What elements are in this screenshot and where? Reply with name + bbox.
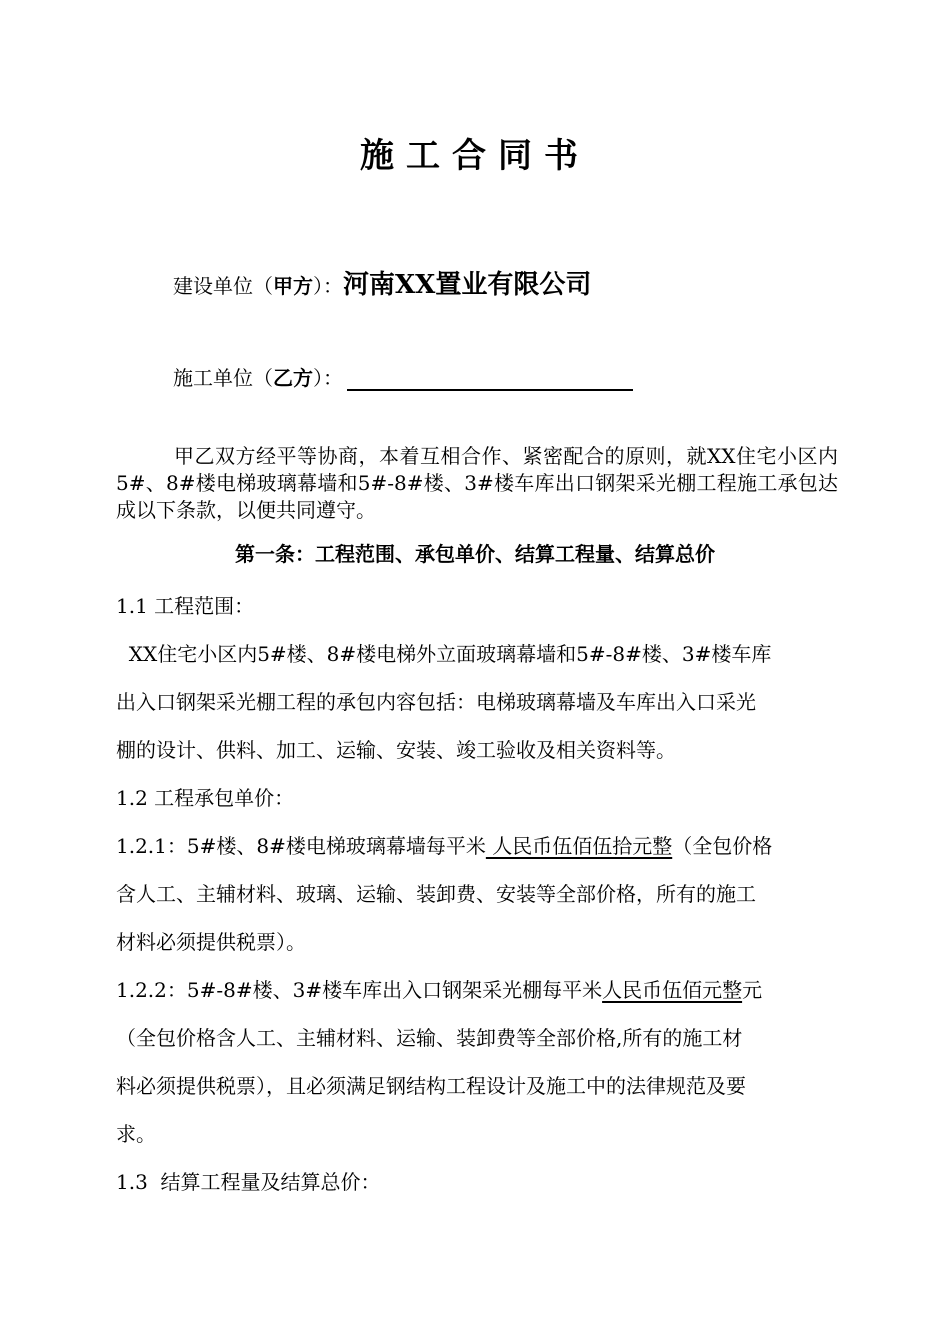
section-1-2-1-prefix: 1.2.1：5#楼、8#楼电梯玻璃幕墙每平米: [116, 834, 486, 858]
section-1-3-heading: 1.3 结算工程量及结算总价：: [116, 1170, 381, 1194]
section-1-1-line: 出入口钢架采光棚工程的承包内容包括：电梯玻璃幕墙及车库出入口采光: [116, 690, 756, 714]
section-1-2-1-price: 人民币伍佰伍拾元整: [485, 834, 673, 858]
party-a-colon: ）：: [313, 274, 343, 298]
party-a-line: [173, 264, 591, 301]
party-b-label: 施工单位（: [173, 366, 273, 390]
article-1-body: [116, 582, 838, 1206]
document-title: 施工合同书: [360, 136, 590, 176]
section-1-2-1-suffix: （全包价格: [672, 834, 773, 858]
party-a-company: 河南XX置业有限公司: [343, 270, 592, 300]
article-1-heading: 第一条：工程范围、承包单价、结算工程量、结算总价: [235, 542, 715, 566]
section-1-2-2-suffix: 元: [742, 978, 763, 1002]
party-a-label: 建设单位（: [173, 274, 273, 298]
intro-paragraph: 甲乙双方经平等协商，本着互相合作、紧密配合的原则，就XX住宅小区内5#、8#楼电梯玻璃幕墙和5#-8#楼、3#楼车库出口钢架采光棚工程施工承包达成以下条款，以便共同遵守。: [116, 444, 838, 522]
party-b-role: 乙方: [273, 366, 313, 390]
party-b-blank-field: [347, 367, 633, 391]
section-1-1-heading: 1.1 工程范围：: [116, 594, 255, 618]
section-1-2-1-line: 含人工、主辅材料、玻璃、运输、装卸费、安装等全部价格，所有的施工: [116, 882, 756, 906]
section-1-1-line: XX住宅小区内5#楼、8#楼电梯外立面玻璃幕墙和5#-8#楼、3#楼车库: [116, 642, 772, 666]
section-1-2-2-line: 求。: [116, 1122, 156, 1146]
section-1-2-2-price: 人民币伍佰元整: [602, 978, 743, 1002]
party-b-colon: ）：: [313, 366, 343, 390]
section-1-1-line: 棚的设计、供料、加工、运输、安装、竣工验收及相关资料等。: [116, 738, 676, 762]
section-1-2-2-line: 料必须提供税票），且必须满足钢结构工程设计及施工中的法律规范及要: [116, 1074, 746, 1098]
section-1-2-2-line: [116, 966, 838, 1014]
section-1-2-1-line: 材料必须提供税票）。: [116, 930, 306, 954]
party-b-line: [173, 362, 633, 391]
section-1-2-heading: 1.2 工程承包单价：: [116, 786, 295, 810]
section-1-2-2-line: （全包价格含人工、主辅材料、运输、装卸费等全部价格,所有的施工材: [116, 1026, 743, 1050]
section-1-2-2-prefix: 1.2.2：5#-8#楼、3#楼车库出入口钢架采光棚每平米: [116, 978, 603, 1002]
section-1-2-1-line: [116, 822, 838, 870]
party-a-role: 甲方: [273, 274, 313, 298]
